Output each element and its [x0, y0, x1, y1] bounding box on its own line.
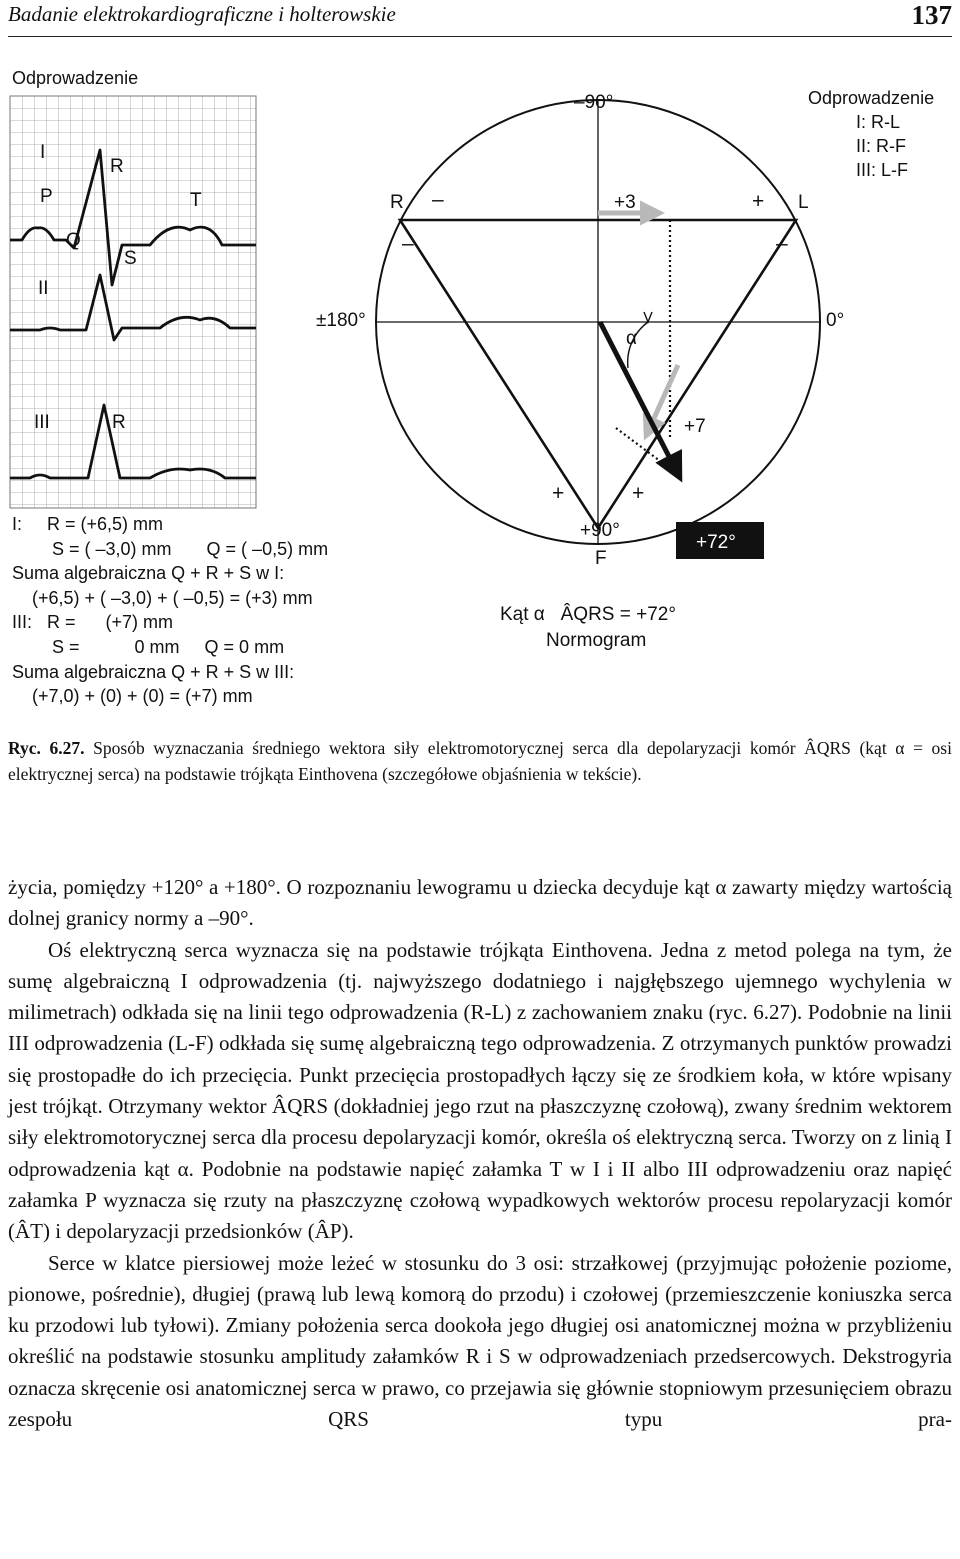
lead-ii-plus-sign: +: [552, 482, 565, 505]
legend-title: Odprowadzenie: [808, 88, 935, 108]
lead-i-plus-sign: +: [752, 190, 765, 213]
q-wave-label: Q: [66, 230, 81, 251]
angle-zero: 0°: [826, 310, 845, 331]
t-wave-label: T: [190, 190, 202, 211]
legend-lead-i: I: R-L: [856, 112, 901, 132]
lead-iii-plus-sign: +: [632, 482, 645, 505]
alpha-arc-arrow: [644, 312, 652, 322]
page-number: 137: [911, 0, 952, 30]
lead-ii-minus-sign: –: [402, 232, 414, 255]
angle-result-line: Kąt α ÂQRS = +72°: [500, 604, 676, 625]
body-text: [8, 872, 952, 1435]
ecg-grid: [10, 96, 256, 508]
lead-iii-label: III: [34, 412, 50, 433]
calc-line: (+6,5) + ( –3,0) + ( –0,5) = (+3) mm: [12, 587, 313, 608]
r-wave-label-lead-i: R: [110, 156, 124, 177]
lead-i-sum-value: +3: [614, 192, 636, 213]
calc-line: III: R = (+7) mm: [12, 612, 174, 633]
running-header: [8, 0, 952, 37]
lead-iii-sum-value: +7: [684, 416, 706, 437]
figure-caption: [8, 735, 952, 787]
angle-plus-minus-180: ±180°: [316, 310, 366, 331]
angle-plus-90: +90°: [580, 520, 620, 541]
alpha-label: α: [626, 328, 637, 349]
s-wave-label: S: [124, 248, 137, 269]
paragraph-2: Oś elektryczną serca wyznacza się na podstawie trójkąta Einthovena. Jedna z metod polega na tym, że sumę algebraiczną I odprowadzenia (tj. najwyższego dodatniego i najgłębszego ujemnego wychylenia w milimetrach) odkłada się na linii tego odprowadzenia (R-L) z zachowaniem znaku (ryc. 6.27). Podobnie na linii III odprowadzenia (L-F) odkłada się sumę algebraiczną tego odprowadzenia. Z otrzymanych punktów prowadzi się prostopadłe do ich przecięcia. Punkt przecięcia prostopadłych łączy się ze środkiem koła, w które wpisany jest trójkąt. Otrzymany wektor ÂQRS (dokładniej jego rzut na płaszczyznę czołową), zwany średnim wektorem siły elektromotorycznej serca dla procesu depolaryzacji komór, określa oś elektryczną serca. Tworzy on z linią I odprowadzenia kąt α. Podobnie na podstawie napięć załamka T w I i II albo III odprowadzeniu oraz napięć załamka P wyznacza się rzuty na płaszczyznę czołową wypadkowych wektorów procesu repolaryzacji komór (ÂT) i depolaryzacji przedsionków (ÂP).: [8, 937, 952, 1244]
caption-label: Ryc. 6.27.: [8, 738, 85, 758]
ecg-panel: [10, 68, 256, 508]
calc-line: I: R = (+6,5) mm: [12, 514, 164, 534]
lead-i-minus-sign: –: [432, 188, 444, 211]
calc-line: Suma algebraiczna Q + R + S w I:: [12, 563, 285, 584]
ecg-title: Odprowadzenie: [12, 68, 139, 88]
lead-i-label: I: [40, 142, 46, 163]
calculation-block: [12, 512, 392, 709]
lead-ii-label: II: [38, 278, 49, 299]
electrode-r-label: R: [390, 192, 404, 213]
normogram-label: Normogram: [546, 630, 647, 651]
paragraph-1: życia, pomiędzy +120° a +180°. O rozpoznaniu lewogramu u dziecka decyduje kąt α zawarty między wartością dolnej granicy normy a –90°.: [8, 875, 952, 931]
angle-minus-90: –90°: [574, 92, 614, 113]
legend-lead-ii: II: R-F: [856, 136, 906, 156]
calc-line: Suma algebraiczna Q + R + S w III:: [12, 661, 295, 682]
mean-qrs-vector: [600, 322, 680, 478]
calc-line: S = 0 mm Q = 0 mm: [12, 636, 285, 657]
p-wave-label: P: [40, 186, 53, 207]
header-title: Badanie elektrokardiograficzne i holterowskie: [8, 2, 396, 26]
calc-line: S = ( –3,0) mm Q = ( –0,5) mm: [12, 538, 329, 559]
lead-iii-minus-sign: –: [776, 232, 788, 255]
result-value: +72°: [696, 532, 736, 553]
paragraph-3: Serce w klatce piersiowej może leżeć w stosunku do 3 osi: strzałkowej (przyjmując położenie poziome, pionowe, pośrednie), długiej (prawą lub lewą komorą do przodu) i czołowej (przemieszczenie koniuszka serca ku przodowi lub tyłowi). Zmiany położenia serca dookoła jego długiej osi anatomicznej można w przybliżeniu określić na podstawie stosunku amplitudy załamków R i S w odprowadzeniach przedsercowych. Dekstrogyria oznacza skręcenie osi anatomicznej serca w prawo, co przejawia się głównie stopniowym przesunięciem obrazu zespołu QRS typu pra-: [8, 1250, 952, 1432]
caption-text: Sposób wyznaczania średniego wektora siły elektromotorycznej serca dla depolaryzacji komór ÂQRS (kąt α = osi elektrycznej serca) na podstawie trójkąta Einthovena (szczegółowe objaśnienia w tekście).: [8, 738, 952, 784]
r-wave-label-lead-iii: R: [112, 412, 126, 433]
einthoven-diagram: [316, 88, 934, 651]
calc-line: (+7,0) + (0) + (0) = (+7) mm: [12, 686, 253, 707]
lead-f-label: F: [595, 548, 607, 569]
legend-lead-iii: III: L-F: [856, 160, 909, 180]
electrode-l-label: L: [798, 192, 809, 213]
